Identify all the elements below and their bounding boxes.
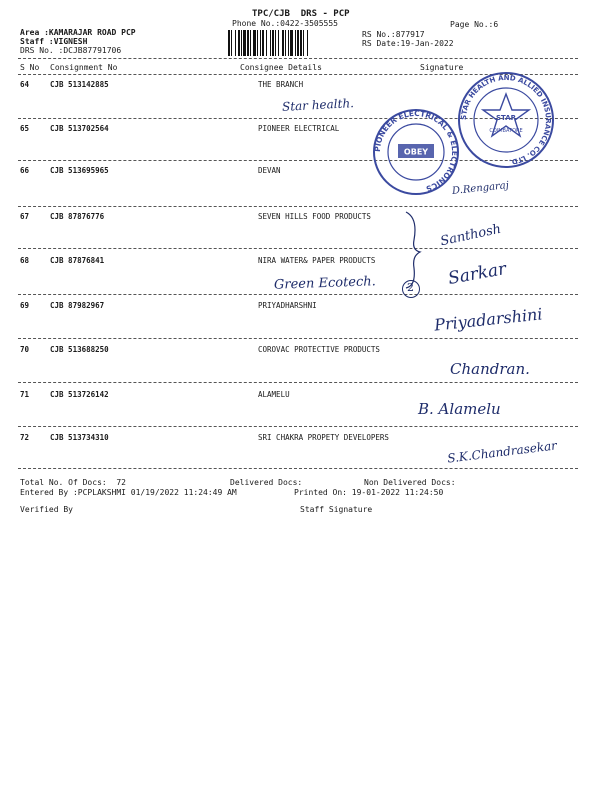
row-sno: 72: [20, 433, 30, 442]
row-consignment: CJB 87876841: [50, 256, 105, 265]
row-consignment: CJB 513734310: [50, 433, 109, 442]
row-divider: [18, 468, 578, 469]
row-consignment: CJB 513702564: [50, 124, 109, 133]
area-label: Area :KAMARAJAR ROAD PCP: [20, 28, 136, 37]
pioneer-stamp: [372, 108, 460, 196]
star-stamp-center: STAR: [495, 114, 517, 122]
signature-row-67: Santhosh: [439, 221, 503, 250]
staff-signature-label: Staff Signature: [300, 505, 373, 514]
delivered-docs: Delivered Docs:: [230, 478, 303, 487]
row-consignee: PIONEER ELECTRICAL: [258, 124, 340, 133]
row-divider: [18, 206, 578, 207]
row-divider: [18, 294, 578, 295]
handwritten-note: Green Ecotech.: [273, 274, 377, 293]
row-consignment: CJB 513726142: [50, 390, 109, 399]
signature-row-64: Star health.: [281, 96, 355, 114]
row-divider: [18, 382, 578, 383]
row-sno: 68: [20, 256, 30, 265]
row-consignee: ALAMELU: [258, 390, 290, 399]
row-consignment: CJB 87876776: [50, 212, 105, 221]
curly-brace: [404, 210, 424, 290]
row-consignee: PRIYADHARSHNI: [258, 301, 317, 310]
entered-by: Entered By :PCPLAKSHMI 01/19/2022 11:24:49 AM: [20, 488, 237, 497]
row-consignment: CJB 513688250: [50, 345, 109, 354]
signature-row-71: B. Alamelu: [418, 400, 501, 418]
row-consignment: CJB 87982967: [50, 301, 105, 310]
pioneer-stamp-center: OBEY: [403, 147, 429, 157]
pioneer-stamp-text: PIONEER ELECTRICAL & ELECTRONICS: [372, 108, 460, 194]
circled-mark: [402, 280, 420, 298]
verified-by: Verified By: [20, 505, 73, 514]
row-sno: 64: [20, 80, 30, 89]
row-divider: [18, 338, 578, 339]
signature-row-70: Chandran.: [450, 360, 530, 378]
non-delivered-docs: Non Delivered Docs:: [364, 478, 456, 487]
star-health-stamp: [456, 70, 556, 170]
col-header-consignee: Consignee Details: [240, 63, 322, 72]
barcode: [228, 30, 358, 56]
phone-number: Phone No.:0422-3505555: [232, 19, 338, 28]
star-stamp-city: COIMBATORE: [489, 128, 523, 134]
signature-row-69: Priyadarshini: [433, 304, 544, 335]
row-consignment: CJB 513142885: [50, 80, 109, 89]
col-header-sno: S No: [20, 63, 40, 72]
document-title: TPC/CJB DRS - PCP: [252, 9, 350, 19]
header-divider-top: [18, 58, 578, 59]
row-divider: [18, 426, 578, 427]
star-stamp-text: STAR HEALTH AND ALLIED INSURANCE CO. LTD.: [459, 73, 553, 166]
row-divider: [18, 248, 578, 249]
signature-row-68: Sarkar: [446, 259, 508, 289]
row-consignee: SRI CHAKRA PROPETY DEVELOPERS: [258, 433, 389, 442]
row-consignee: THE BRANCH: [258, 80, 304, 89]
row-sno: 71: [20, 390, 30, 399]
signature-row-72: S.K.Chandrasekar: [446, 438, 558, 466]
page-number: Page No.:6: [450, 20, 499, 29]
row-sno: 66: [20, 166, 30, 175]
row-consignee: COROVAC PROTECTIVE PRODUCTS: [258, 345, 380, 354]
drs-number: DRS No. :DCJB87791706: [20, 46, 122, 55]
total-docs: Total No. Of Docs: 72: [20, 478, 126, 487]
rs-number: RS No.:877917: [362, 30, 425, 39]
circled-mark-number: 2: [407, 281, 414, 294]
printed-on: Printed On: 19-01-2022 11:24:50: [294, 488, 444, 497]
row-sno: 67: [20, 212, 30, 221]
row-sno: 65: [20, 124, 30, 133]
row-consignee: DEVAN: [258, 166, 281, 175]
row-consignee: SEVEN HILLS FOOD PRODUCTS: [258, 212, 371, 221]
row-sno: 70: [20, 345, 30, 354]
row-consignment: CJB 513695965: [50, 166, 109, 175]
col-header-consignment: Consignment No: [50, 63, 118, 72]
rs-date: RS Date:19-Jan-2022: [362, 39, 454, 48]
row-consignee: NIRA WATER& PAPER PRODUCTS: [258, 256, 376, 265]
staff-label: Staff :VIGNESH: [20, 37, 88, 46]
col-header-signature: Signature: [420, 63, 464, 72]
row-sno: 69: [20, 301, 30, 310]
signature-row-66: D.Rengaraj: [451, 180, 510, 197]
